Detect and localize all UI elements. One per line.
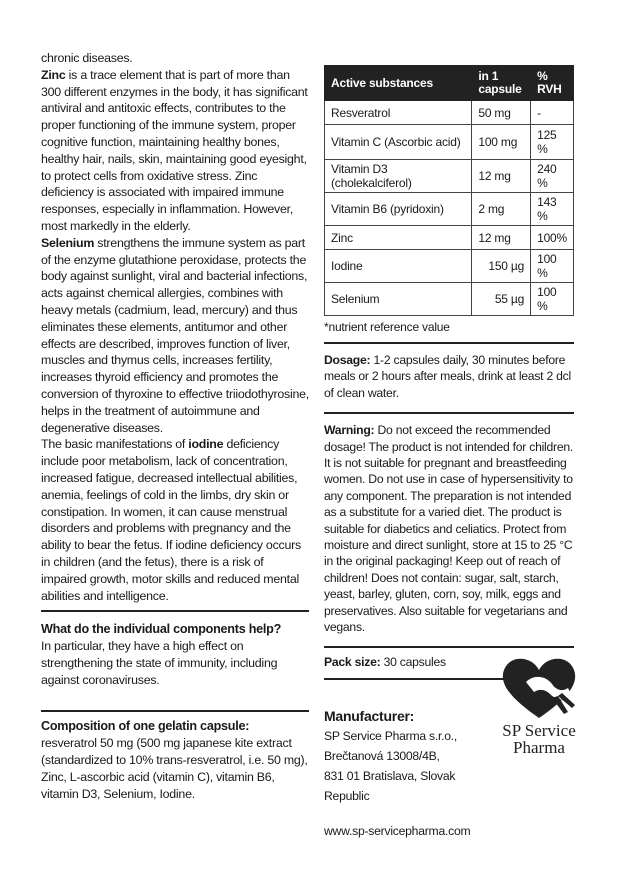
table-cell: 100 mg: [472, 125, 531, 160]
table-row: [325, 101, 574, 125]
pack-size-text: 30 capsules: [380, 654, 446, 669]
table-header: Active substances: [325, 66, 472, 101]
table-header: in 1 capsule: [472, 66, 531, 101]
logo-text: [484, 722, 594, 756]
warning-text: Do not exceed the recommended dosage! The product is not intended for children. It is not suitable for pregnant and breastfeeding women. Do not use in case of hypersensitivity to any component. The preparation is not intended as a substitute for a varied diet. The product is suitable for diabetics and celiatics. Protect from moisture and direct sunlight, store at 15 to 25 °C in the original packaging! Keep out of reach of children! Does not contain: sugar, salt, starch, yeast, barley, gluten, corn, soy, milk, eggs and preservatives. Also suitable for vegetarians and vegans.: [324, 423, 574, 635]
iodine-paragraph: [41, 436, 309, 604]
table-cell: 100 %: [531, 283, 574, 316]
table-row: [325, 193, 574, 226]
divider: [41, 610, 309, 612]
table-cell: Vitamin D3 (cholekalciferol): [325, 160, 472, 193]
divider: [324, 646, 574, 648]
table-cell: 50 mg: [472, 101, 531, 125]
table-cell: 12 mg: [472, 226, 531, 250]
table-cell: 143 %: [531, 193, 574, 226]
zinc-term: Zinc: [41, 67, 66, 82]
nutrition-table: [324, 65, 574, 316]
table-cell: Vitamin B6 (pyridoxin): [325, 193, 472, 226]
table-cell: Zinc: [325, 226, 472, 250]
table-cell: Iodine: [325, 250, 472, 283]
table-cell: -: [531, 101, 574, 125]
table-footnote: *nutrient reference value: [324, 320, 450, 334]
dosage-label: Dosage:: [324, 353, 371, 367]
zinc-paragraph: [41, 67, 309, 235]
iodine-text: deficiency include poor metabolism, lack of concentration, increased fatigue, decreased intellectual abilities, anemia, feelings of cold in the limbs, dry skin or constipation. In women, it can cause menstrual disorders and problems with pregnancy and the ability to bear the fetus. If iodine deficiency occurs in children (and the fetus), there is a risk of impaired growth, motor skills and reduced mental abilities and intelligence.: [41, 437, 301, 603]
table-header-row: [325, 66, 574, 101]
logo-text-line: SP Service: [502, 721, 576, 740]
table-cell: 55 µg: [472, 283, 531, 316]
manufacturer-line: 831 01 Bratislava, Slovak Republic: [324, 768, 456, 803]
warning-label: Warning:: [324, 423, 375, 438]
table-cell: 2 mg: [472, 193, 531, 226]
website-link[interactable]: www.sp-servicepharma.com: [324, 823, 471, 838]
table-cell: 150 µg: [472, 250, 531, 283]
composition-text: resveratrol 50 mg (500 mg japanese kite extract (standardized to 10% trans-resveratrol, i.e. 50 mg), Zinc, L-ascorbic acid (vitamin C), vitamin B6, vitamin D3, Selenium, Iodine.: [41, 736, 308, 801]
heart-hand-logo-icon: [496, 652, 582, 722]
table-cell: Selenium: [325, 283, 472, 316]
intro-text: chronic diseases.: [41, 51, 133, 65]
warning-paragraph: [324, 422, 574, 635]
dosage-text: 1-2 capsules daily, 30 minutes before meals or 2 hours after meals, drink at least 2 dcl of clean water.: [324, 353, 571, 400]
table-cell: Resveratrol: [325, 101, 472, 125]
selenium-term: Selenium: [41, 235, 95, 250]
table-cell: Vitamin C (Ascorbic acid): [325, 125, 472, 160]
selenium-text: strengthens the immune system as part of the enzyme glutathione peroxidase, protects the body against sunlight, viral and bacterial infections, acts against chemical allergies, combines with heavy metals (cadmium, lead, mercury) and thus eliminates these elements, antitumor and other effects are described, improves function of liver, muscles and thymus cells, increases fertility, increases thyroid efficiency and promotes the conversion of thyroxine to effective triiodothyrosine, helps in the treatment of autoimmune and degenerative diseases.: [41, 235, 309, 435]
zinc-text: is a trace element that is part of more than 300 different enzymes in the body, it has significant antiviral and antitoxic effects, contributes to the proper functioning of the immune system, proper cognitive function, maintaining healthy bones, healthy hair, nails, skin, maintaining good eyesight, to protect cells from oxidative stress. Zinc deficiency is associated with impaired immune responses, especially in inflammation. However, most markedly in the elderly.: [41, 67, 308, 233]
table-row: [325, 283, 574, 316]
table-row: [325, 125, 574, 160]
table-row: [325, 250, 574, 283]
divider: [324, 342, 574, 344]
table-cell: 100%: [531, 226, 574, 250]
table-cell: 240 %: [531, 160, 574, 193]
selenium-paragraph: [41, 235, 309, 437]
iodine-before: The basic manifestations of: [41, 437, 189, 452]
table-row: [325, 160, 574, 193]
manufacturer-block: [324, 706, 474, 806]
table-row: [325, 226, 574, 250]
composition-heading: Composition of one gelatin capsule:: [41, 719, 250, 734]
manufacturer-line: Brečtanová 13008/4B,: [324, 748, 440, 763]
pack-size-label: Pack size:: [324, 654, 381, 669]
components-heading: What do the individual components help?: [41, 622, 282, 637]
components-text: In particular, they have a high effect on strengthening the state of immunity, including against coronaviruses.: [41, 639, 278, 687]
divider: [41, 710, 309, 712]
divider: [324, 412, 574, 414]
table-cell: 125 %: [531, 125, 574, 160]
iodine-term: iodine: [188, 437, 224, 452]
manufacturer-heading: Manufacturer:: [324, 707, 415, 724]
logo-text-line: Pharma: [513, 738, 565, 757]
table-cell: 12 mg: [472, 160, 531, 193]
dosage-paragraph: [324, 352, 574, 401]
left-column: [41, 50, 309, 802]
manufacturer-line: SP Service Pharma s.r.o.,: [324, 728, 458, 743]
table-header: % RVH: [531, 66, 574, 101]
table-cell: 100 %: [531, 250, 574, 283]
